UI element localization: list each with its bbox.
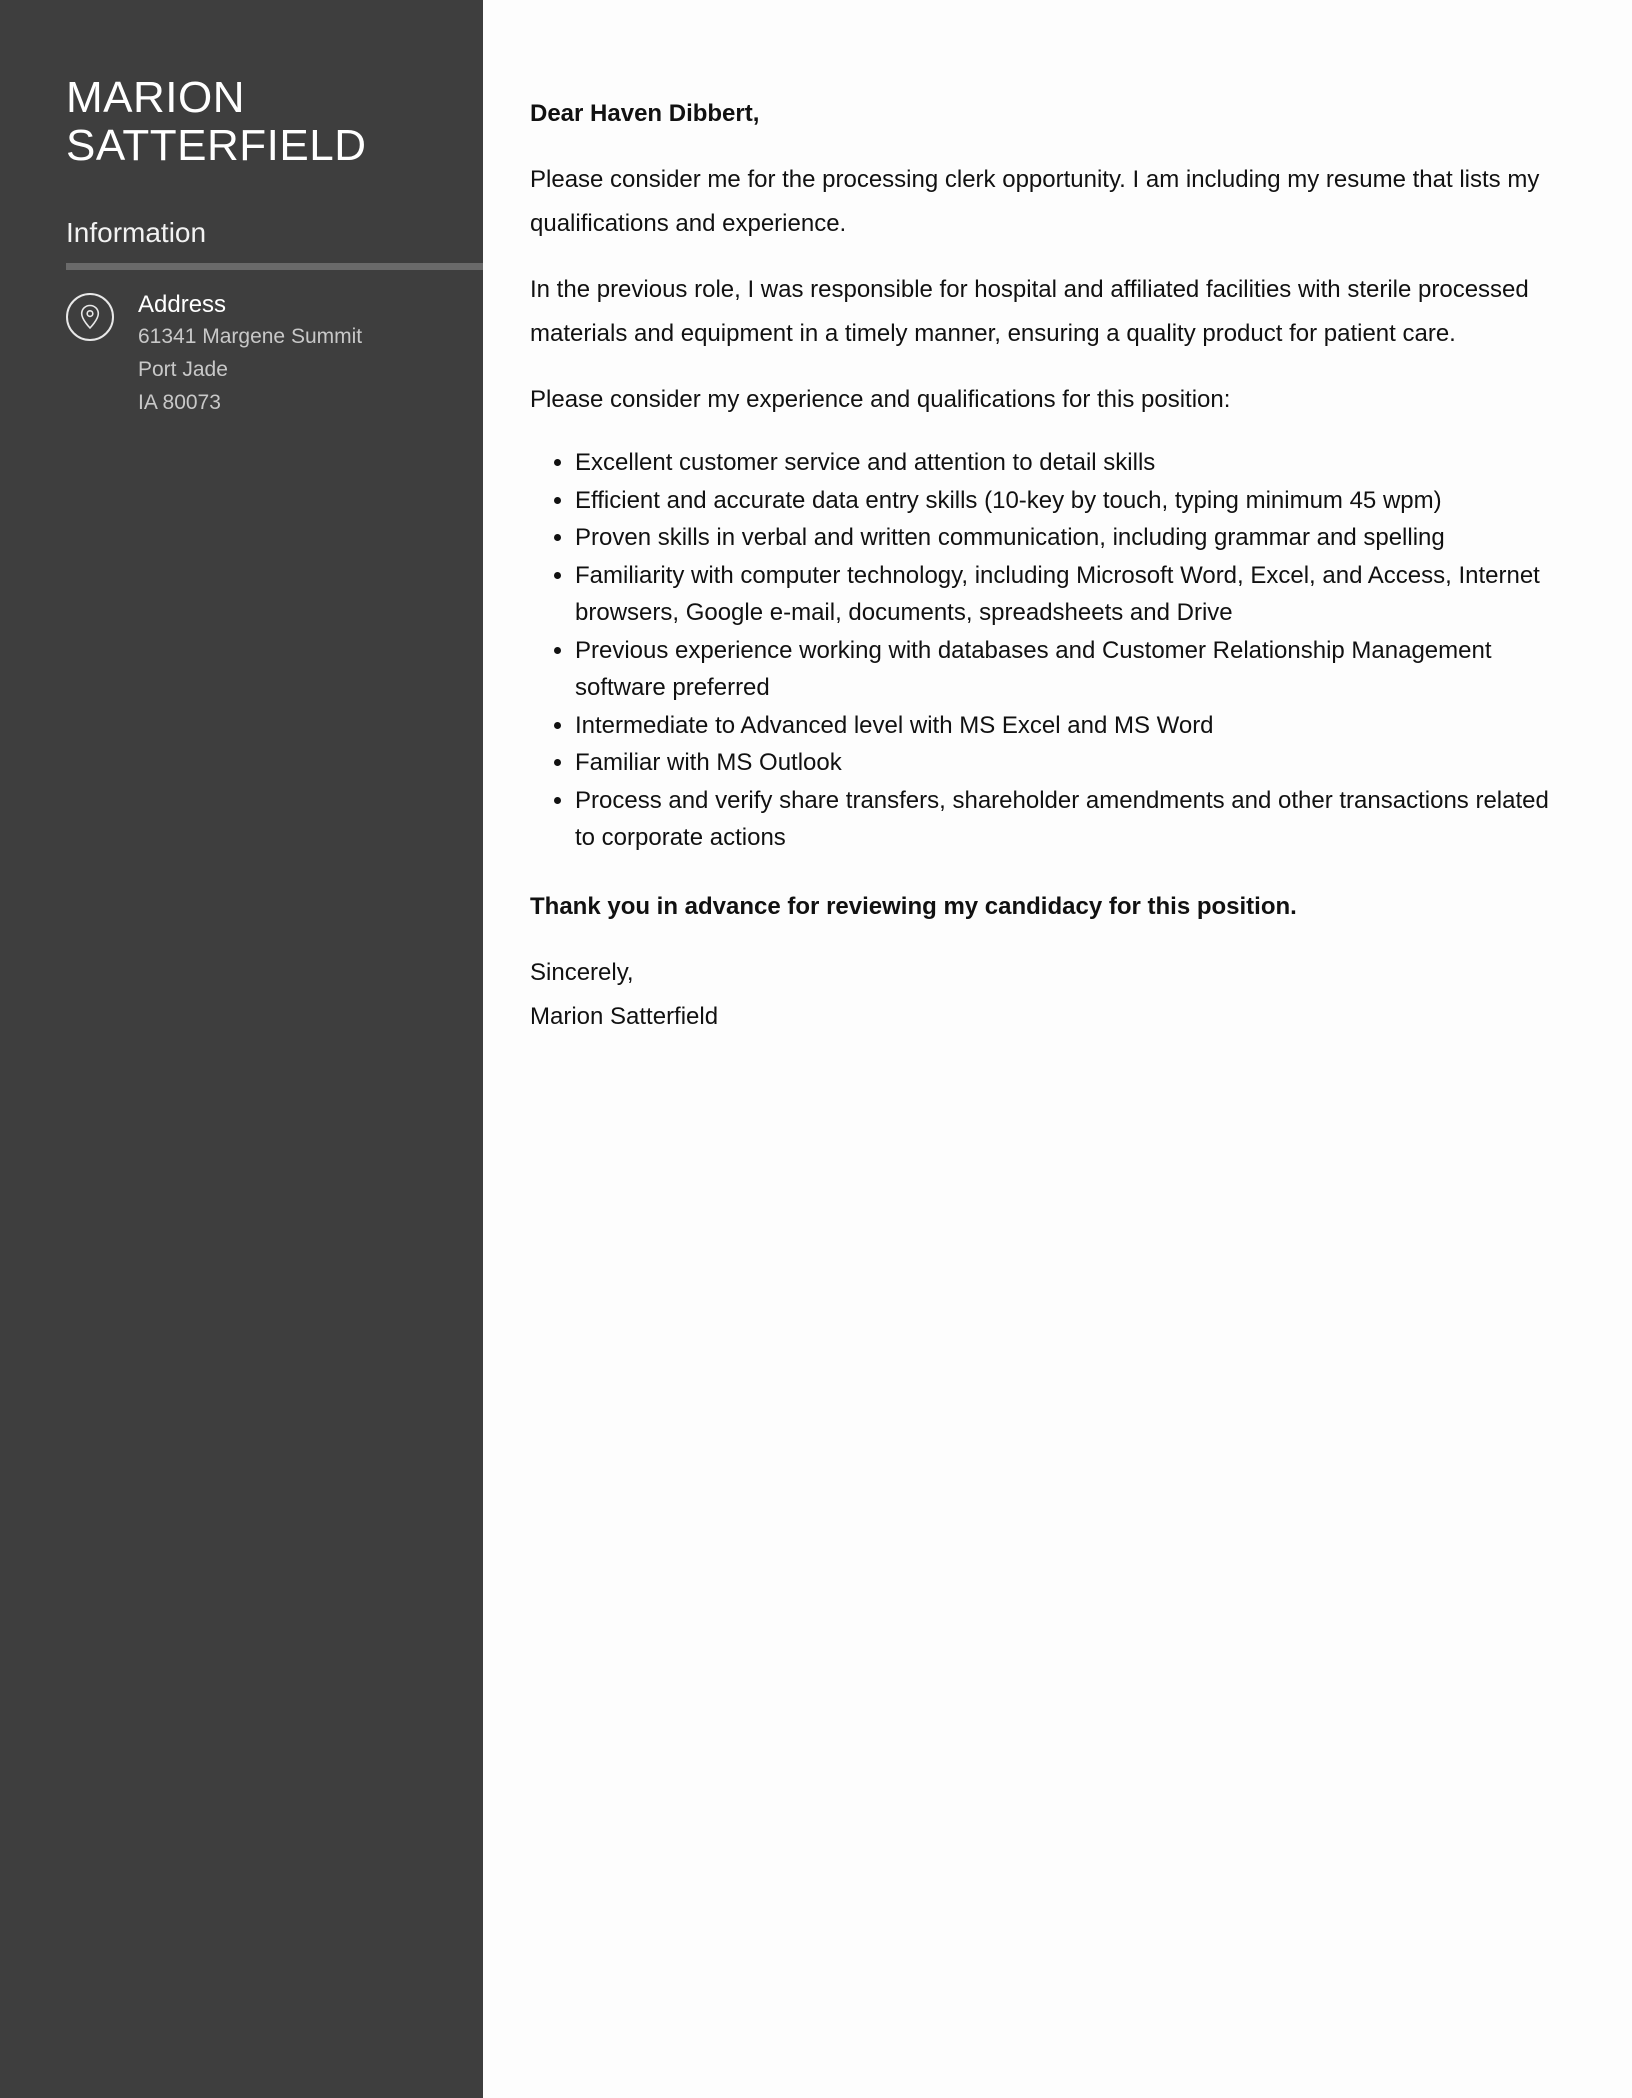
address-line-state-zip: IA 80073 bbox=[138, 391, 221, 414]
letter-greeting: Dear Haven Dibbert, bbox=[530, 100, 760, 127]
list-item: • Process and verify share transfers, shareholder amendments and other transactions related to corporate actions bbox=[575, 782, 1560, 857]
address-line-street: 61341 Margene Summit bbox=[138, 325, 363, 348]
applicant-name bbox=[66, 74, 466, 170]
address-details bbox=[138, 290, 458, 419]
list-item: • Familiar with MS Outlook bbox=[575, 744, 1560, 782]
information-divider bbox=[66, 263, 483, 270]
applicant-name-line1: MARION bbox=[66, 73, 245, 122]
list-item: • Familiarity with computer technology, including Microsoft Word, Excel, and Access, Internet browsers, Google e-mail, documents, spreadsheets and Drive bbox=[575, 557, 1560, 632]
letter-paragraph-intro: Please consider me for the processing clerk opportunity. I am including my resume that lists my qualifications and experience. bbox=[530, 166, 1540, 237]
address-label: Address bbox=[138, 291, 227, 318]
sidebar bbox=[0, 0, 483, 2098]
list-item: • Efficient and accurate data entry skills (10-key by touch, typing minimum 45 wpm) bbox=[575, 482, 1560, 520]
letter-signoff: Sincerely, bbox=[530, 958, 634, 986]
applicant-name-line2: SATTERFIELD bbox=[66, 121, 367, 170]
map-pin-icon bbox=[66, 293, 114, 341]
letter-signature: Marion Satterfield bbox=[530, 1002, 719, 1030]
letter-paragraph-experience: In the previous role, I was responsible for hospital and affiliated facilities with sterile processed materials and equipment in a timely manner, ensuring a quality product for patient care. bbox=[530, 276, 1529, 347]
list-item: • Previous experience working with databases and Customer Relationship Management software preferred bbox=[575, 632, 1560, 707]
letter-paragraph-qualifications: Please consider my experience and qualifications for this position: bbox=[530, 386, 1231, 413]
letter-closing: Thank you in advance for reviewing my candidacy for this position. bbox=[530, 892, 1297, 920]
letter-signoff-block bbox=[530, 951, 1560, 1039]
letter-body bbox=[530, 92, 1560, 1061]
list-item: • Excellent customer service and attention to detail skills bbox=[575, 444, 1560, 482]
address-line-city: Port Jade bbox=[138, 358, 228, 381]
qualifications-list bbox=[530, 444, 1560, 857]
list-item: • Proven skills in verbal and written communication, including grammar and spelling bbox=[575, 519, 1560, 557]
list-item: • Intermediate to Advanced level with MS Excel and MS Word bbox=[575, 707, 1560, 745]
information-heading: Information bbox=[66, 217, 207, 248]
